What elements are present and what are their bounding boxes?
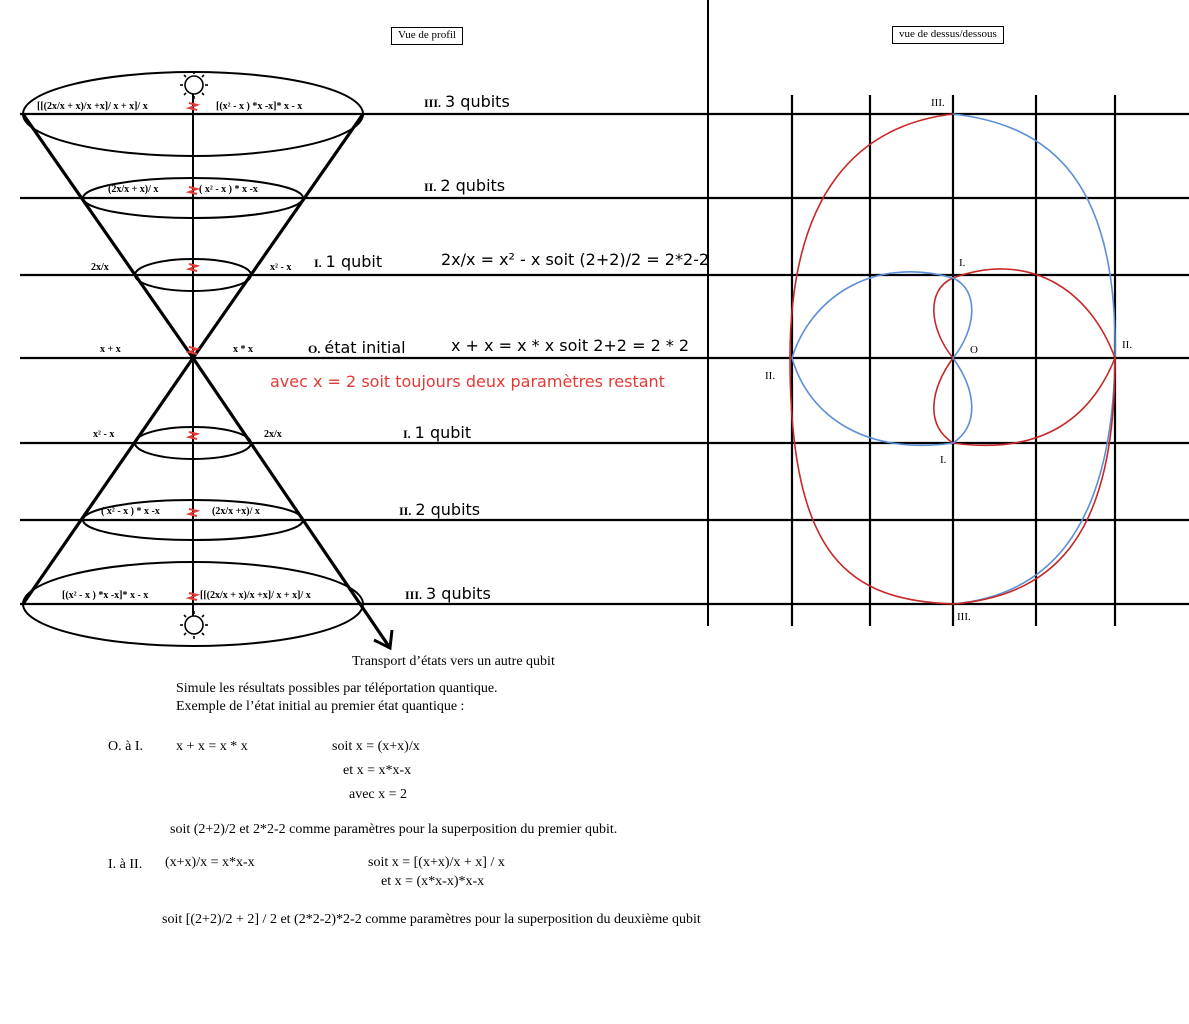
equation-level-0: x + x = x * x soit 2+2 = 2 * 2	[451, 336, 690, 355]
red-marker-icon	[189, 103, 197, 110]
level-label-ii-top: II. 2 qubits	[424, 176, 506, 195]
note-x-equals-2: avec x = 2 soit toujours deux paramètres restant	[270, 372, 665, 391]
cone-label-i-bot-right: 2x/x	[264, 429, 282, 440]
level-label-i-bot: I. 1 qubit	[403, 423, 472, 442]
cone-label-ii-top-right: ( x² - x ) * x -x	[199, 184, 258, 195]
o-to-i-avec: avec x = 2	[349, 787, 408, 802]
exemple-text: Exemple de l’état initial au premier état quantique :	[176, 699, 465, 714]
red-marker-icon	[189, 509, 197, 516]
red-marker-icon	[189, 187, 197, 194]
profile-view-title: Vue de profil	[391, 27, 463, 45]
red-marker-icon	[189, 264, 197, 271]
i-to-ii-equation: (x+x)/x = x*x-x	[165, 855, 255, 870]
level-label-o: O. état initial	[308, 338, 406, 357]
o-to-i-heading: O. à I.	[108, 739, 143, 754]
cone-label-i-top-left: 2x/x	[91, 262, 109, 273]
i-to-ii-soit: soit x = [(x+x)/x + x] / x	[368, 855, 505, 870]
cone-label-ii-top-left: (2x/x + x)/ x	[108, 184, 159, 195]
top-view-title: vue de dessus/dessous	[892, 26, 1004, 44]
params-first-qubit: soit (2+2)/2 et 2*2-2 comme paramètres pour la superposition du premier qubit.	[170, 822, 618, 837]
cone-label-ii-bot-right: (2x/x +x)/ x	[212, 506, 260, 517]
red-marker-icon	[189, 347, 197, 354]
params-second-qubit: soit [(2+2)/2 + 2] / 2 et (2*2-2)*2-2 comme paramètres pour la superposition du deuxième qubit	[162, 912, 701, 927]
cone-label-iii-top-left: [[(2x/x + x)/x +x]/ x + x]/ x	[37, 101, 148, 112]
i-to-ii-heading: I. à II.	[108, 857, 143, 872]
cone-label-iii-top-right: [(x² - x ) *x -x]* x - x	[216, 101, 303, 112]
cone-shape	[23, 72, 392, 648]
red-marker-icon	[189, 593, 197, 600]
top-view-label-ii-right: II.	[1122, 339, 1133, 351]
cone-label-iii-bot-right: [[(2x/x + x)/x +x]/ x + x]/ x	[200, 590, 311, 601]
sun-icon	[180, 611, 208, 639]
cone-label-o-right: x * x	[233, 344, 253, 355]
cone-label-i-top-right: x² - x	[270, 262, 292, 273]
level-label-ii-bot: II. 2 qubits	[399, 500, 481, 519]
o-to-i-et: et x = x*x-x	[343, 763, 412, 778]
equation-level-1: 2x/x = x² - x soit (2+2)/2 = 2*2-2	[441, 250, 710, 269]
red-marker-icon	[189, 432, 197, 439]
top-view-label-o: O	[970, 344, 978, 356]
cone-label-i-bot-left: x² - x	[93, 429, 115, 440]
top-view-label-i-bot: I.	[940, 454, 947, 466]
top-view-label-ii-left: II.	[765, 370, 776, 382]
level-label-iii-bot: III. 3 qubits	[405, 584, 491, 603]
i-to-ii-et: et x = (x*x-x)*x-x	[381, 874, 485, 889]
cone-label-iii-bot-left: [(x² - x ) *x -x]* x - x	[62, 590, 149, 601]
simule-text: Simule les résultats possibles par téléportation quantique.	[176, 681, 498, 696]
cone-label-o-left: x + x	[100, 344, 121, 355]
level-label-i-top: I. 1 qubit	[314, 252, 383, 271]
level-label-iii-top: III. 3 qubits	[424, 92, 510, 111]
transport-text: Transport d’états vers un autre qubit	[352, 654, 555, 669]
top-view-label-iii-bot: III.	[957, 611, 971, 623]
cone-label-ii-bot-left: ( x² - x ) * x -x	[101, 506, 160, 517]
o-to-i-equation: x + x = x * x	[176, 739, 248, 754]
red-right-curve	[953, 358, 1115, 604]
top-view-grid	[792, 95, 1115, 626]
top-view-label-iii-top: III.	[931, 97, 945, 109]
top-view-label-i-top: I.	[959, 257, 966, 269]
o-to-i-soit: soit x = (x+x)/x	[332, 739, 420, 754]
